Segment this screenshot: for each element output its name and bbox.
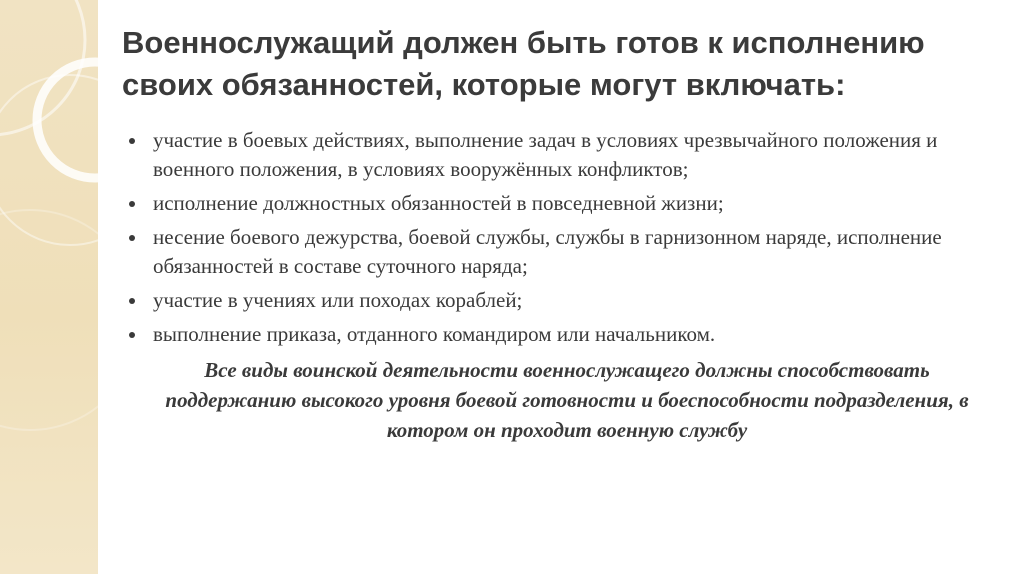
list-item <box>122 189 1002 218</box>
list-item <box>122 320 1002 349</box>
list-item-text: участие в учениях или походах кораблей; <box>153 288 523 312</box>
bullet-icon <box>129 332 135 338</box>
duties-list <box>122 126 1002 349</box>
bullet-icon <box>129 298 135 304</box>
decorative-side-panel <box>0 0 98 574</box>
list-item-text: участие в боевых действиях, выполнение задач в условиях чрезвычайного положения и военного положения, в условиях вооружённых конфликтов; <box>153 128 938 181</box>
list-item-text: исполнение должностных обязанностей в повседневной жизни; <box>153 191 724 215</box>
list-item <box>122 126 1002 184</box>
bullet-icon <box>129 138 135 144</box>
list-item-text: несение боевого дежурства, боевой службы, службы в гарнизонном наряде, исполнение обязанностей в составе суточного наряда; <box>153 225 942 278</box>
slide-content <box>122 22 1002 562</box>
list-item <box>122 286 1002 315</box>
list-item-text: выполнение приказа, отданного командиром или начальником. <box>153 322 716 346</box>
bullet-icon <box>129 201 135 207</box>
list-item <box>122 223 1002 281</box>
decorative-rings <box>0 0 98 574</box>
conclusion-text: Все виды воинской деятельности военнослужащего должны способствовать поддержанию высокого уровня боевой готовности и боеспособности подразделения, в котором он проходит военную службу <box>165 358 969 442</box>
bullet-icon <box>129 235 135 241</box>
slide-title: Военнослужащий должен быть готов к исполнению своих обязанностей, которые могут включать: <box>122 25 925 102</box>
